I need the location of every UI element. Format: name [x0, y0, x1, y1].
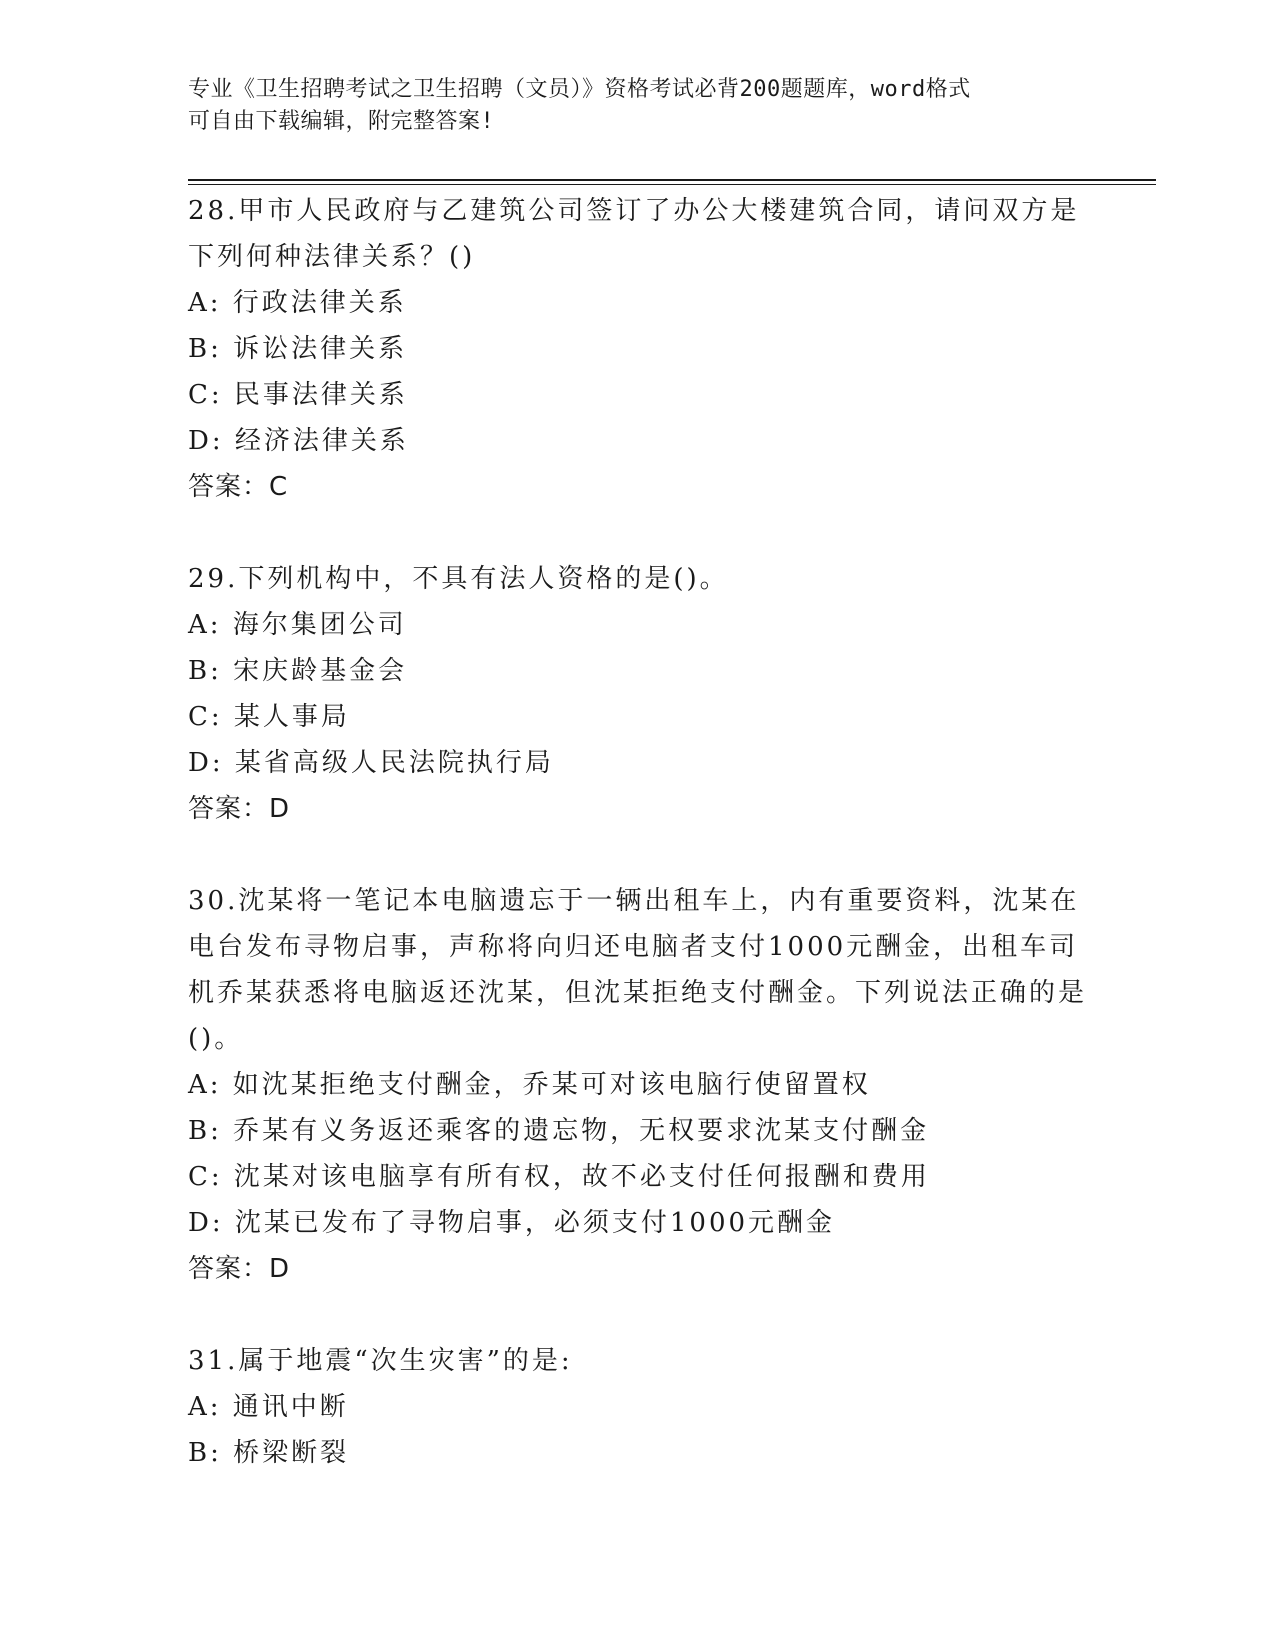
header-line-1: 专业《卫生招聘考试之卫生招聘（文员）》资格考试必背200题题库，word格式 — [188, 77, 971, 102]
option-b: B: 宋庆龄基金会 — [188, 656, 408, 686]
option-d: D: 经济法律关系 — [188, 426, 409, 456]
option-b: B: 诉讼法律关系 — [188, 334, 408, 364]
question-stem: 28.甲市人民政府与乙建筑公司签订了办公大楼建筑合同，请问双方是下列何种法律关系？() — [188, 196, 1080, 272]
question-list — [188, 188, 1088, 1476]
option-c: C: 民事法律关系 — [188, 380, 408, 410]
option-a: A: 行政法律关系 — [188, 288, 407, 318]
option-a: A: 通讯中断 — [188, 1392, 349, 1422]
option-a: A: 海尔集团公司 — [188, 610, 407, 640]
answer: 答案：D — [188, 1254, 291, 1284]
question-31 — [188, 1338, 1088, 1476]
question-30 — [188, 878, 1088, 1292]
answer: 答案：D — [188, 794, 291, 824]
question-29 — [188, 556, 1088, 832]
question-stem: 30.沈某将一笔记本电脑遗忘于一辆出租车上，内有重要资料，沈某在电台发布寻物启事，声称将向归还电脑者支付1000元酬金，出租车司机乔某获悉将电脑返还沈某，但沈某拒绝支付酬金。下列说法正确的是()。 — [188, 886, 1088, 1054]
option-b: B: 桥梁断裂 — [188, 1438, 350, 1468]
header-line-2: 可自由下载编辑，附完整答案! — [188, 109, 495, 134]
option-d: D: 沈某已发布了寻物启事，必须支付1000元酬金 — [188, 1208, 836, 1238]
document-header — [188, 74, 1088, 138]
question-stem: 31.属于地震“次生灾害”的是: — [188, 1346, 573, 1376]
option-d: D: 某省高级人民法院执行局 — [188, 748, 554, 778]
question-stem: 29.下列机构中，不具有法人资格的是()。 — [188, 564, 729, 594]
option-b: B: 乔某有义务返还乘客的遗忘物，无权要求沈某支付酬金 — [188, 1116, 930, 1146]
question-28 — [188, 188, 1088, 510]
header-rule-thick — [188, 179, 1156, 181]
answer: 答案：C — [188, 472, 289, 502]
header-rule-thin — [188, 184, 1156, 185]
option-c: C: 某人事局 — [188, 702, 350, 732]
option-c: C: 沈某对该电脑享有所有权，故不必支付任何报酬和费用 — [188, 1162, 930, 1192]
option-a: A: 如沈某拒绝支付酬金，乔某可对该电脑行使留置权 — [188, 1070, 871, 1100]
